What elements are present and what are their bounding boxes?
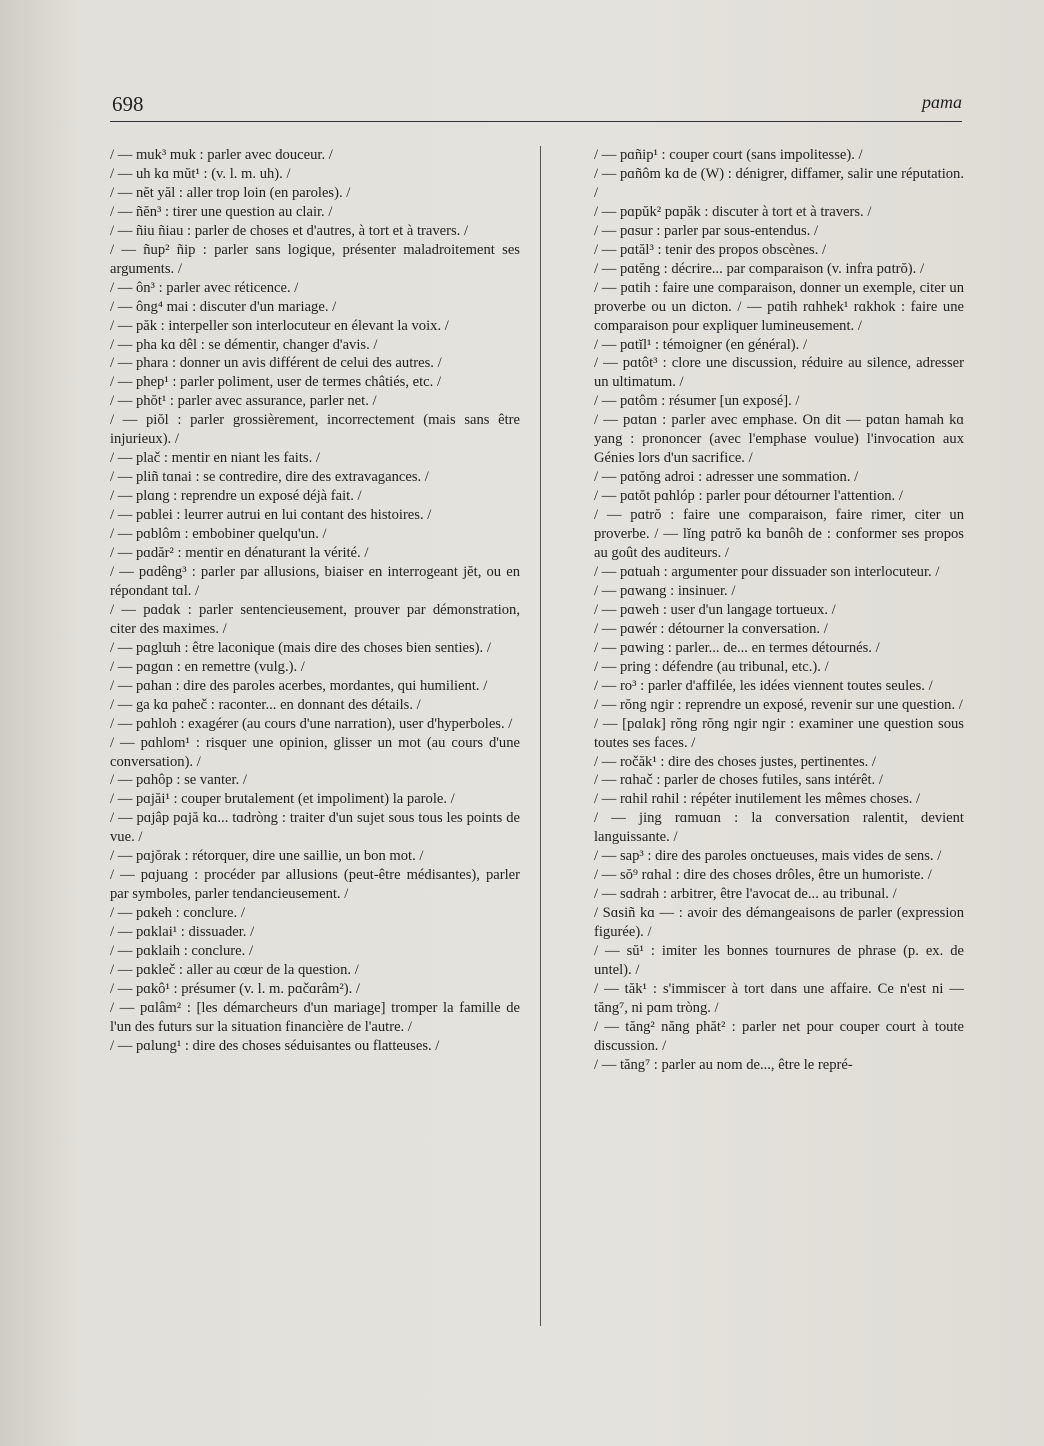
dictionary-entry: / — pɑñôm kɑ de (W) : dénigrer, diffamer, salir une réputation. / bbox=[594, 165, 964, 201]
dictionary-entry: / — jing rɑmuɑn : la conversation ralentit, devient languissante. / bbox=[594, 810, 964, 846]
dictionary-entry: / — pɑblei : leurrer autrui en lui contant des histoires. / bbox=[110, 507, 432, 524]
dictionary-entry: / — pɑtŏt pɑhlóp : parler pour détourner l'attention. / bbox=[594, 488, 903, 505]
left-column bbox=[110, 146, 520, 1056]
dictionary-entry: / — sap³ : dire des paroles onctueuses, mais vides de sens. / bbox=[594, 848, 942, 865]
dictionary-entry: / — pliñ tɑnai : se contredire, dire des extravagances. / bbox=[110, 469, 429, 486]
dictionary-entry: / — pɑjâp pɑjă kɑ... tɑdròng : traiter d'un sujet sous tous les points de vue. / bbox=[110, 810, 520, 846]
dictionary-entry: / — ga kɑ pɑheč : raconter... en donnant des détails. / bbox=[110, 696, 421, 713]
dictionary-entry: / — pɑklaih : conclure. / bbox=[110, 943, 253, 960]
dictionary-entry: / — pɑtĭl¹ : témoigner (en général). / bbox=[594, 336, 808, 353]
dictionary-entry: / — sŏ⁹ rɑhal : dire des choses drôles, être un humoriste. / bbox=[594, 867, 932, 884]
dictionary-entry: / — pɑwing : parler... de... en termes détournés. / bbox=[594, 639, 880, 656]
dictionary-entry: / — pɑlung¹ : dire des choses séduisantes ou flatteuses. / bbox=[110, 1037, 440, 1054]
dictionary-entry: / — pɑdăr² : mentir en dénaturant la vérité. / bbox=[110, 545, 369, 562]
dictionary-entry: / — pɑglɯh : être laconique (mais dire des choses bien senties). / bbox=[110, 639, 491, 656]
dictionary-entry: / — pɑkeh : conclure. / bbox=[110, 905, 245, 922]
dictionary-entry: / — sŭ¹ : imiter les bonnes tournures de phrase (p. ex. de untel). / bbox=[594, 943, 964, 978]
dictionary-entry: / — piŏl : parler grossièrement, incorrectement (mais sans être injurieux). / bbox=[110, 412, 520, 448]
dictionary-entry: / — pɑtĕng : décrire... par comparaison (v. infra pɑtrŏ). / bbox=[594, 260, 924, 277]
dictionary-entry: / — pɑdêng³ : parler par allusions, biaiser en interrogeant jĕt, ou en répondant tɑl. / bbox=[110, 563, 520, 599]
header-rule bbox=[110, 121, 962, 122]
dictionary-entry: / — pɑhlom¹ : risquer une opinion, glisser un mot (au cours d'une conversation). / bbox=[110, 734, 520, 770]
dictionary-entry: / — plɑng : reprendre un exposé déjà fait. / bbox=[110, 488, 362, 505]
dictionary-entry: / — pring : défendre (au tribunal, etc.). / bbox=[594, 658, 829, 675]
dictionary-entry: / — pɑhôp : se vanter. / bbox=[110, 772, 247, 789]
dictionary-entry: / — ročăk¹ : dire des choses justes, pertinentes. / bbox=[594, 753, 876, 770]
dictionary-entry: / — pɑtrŏ : faire une comparaison, faire rimer, citer un proverbe. / — lĭng pɑtrŏ kɑ bɑnôh de : conformer ses propos au goût des auditeurs. / bbox=[594, 507, 964, 562]
running-head: pɑma bbox=[922, 92, 962, 112]
dictionary-entry: / — pɑkô¹ : présumer (v. l. m. pɑčɑrâm²). / bbox=[110, 980, 360, 997]
dictionary-entry: / — pɑdɑk : parler sentencieusement, prouver par démonstration, citer des maximes. / bbox=[110, 601, 520, 637]
dictionary-entry: / — ñĕn³ : tirer une question au clair. / bbox=[110, 203, 333, 220]
right-column bbox=[594, 146, 964, 1075]
dictionary-entry: / — pɑjuang : procéder par allusions (peut-être médisantes), parler par symboles, parler tendancieusement. / bbox=[110, 867, 520, 903]
dictionary-entry: / Sɑsiñ kɑ — : avoir des démangeaisons de parler (expression figurée). / bbox=[594, 905, 964, 941]
dictionary-entry: / — phep¹ : parler poliment, user de termes châtiés, etc. / bbox=[110, 374, 442, 391]
dictionary-entry: / — pɑhloh : exagérer (au cours d'une narration), user d'hyperboles. / bbox=[110, 715, 513, 732]
dictionary-entry: / — rɑhač : parler de choses futiles, sans intérêt. / bbox=[594, 772, 883, 789]
dictionary-entry: / — plač : mentir en niant les faits. / bbox=[110, 450, 320, 467]
dictionary-entry: / — tăng² năng phăt² : parler net pour couper court à toute discussion. / bbox=[594, 1018, 964, 1054]
dictionary-entry: / — pɑsur : parler par sous-entendus. / bbox=[594, 222, 819, 239]
dictionary-entry: / — phŏt¹ : parler avec assurance, parler net. / bbox=[110, 393, 377, 410]
dictionary-entry: / — tăk¹ : s'immiscer à tort dans une affaire. Ce n'est ni — tăng⁷, ni pɑm tròng. / bbox=[594, 980, 964, 1016]
dictionary-entry: / — ông⁴ mai : discuter d'un mariage. / bbox=[110, 298, 337, 315]
dictionary-entry: / — pɑkleč : aller au cœur de la question. / bbox=[110, 961, 359, 978]
dictionary-entry: / — pha kɑ dêl : se démentir, changer d'avis. / bbox=[110, 336, 378, 353]
dictionary-entry: / — uh kɑ mŭt¹ : (v. l. m. uh). / bbox=[110, 165, 291, 182]
dictionary-entry: / — pɑgɑn : en remettre (vulg.). / bbox=[110, 658, 305, 675]
column-divider bbox=[540, 146, 541, 1326]
page-number: 698 bbox=[112, 92, 144, 116]
dictionary-entry: / — ñup² ñip : parler sans logique, présenter maladroitement ses arguments. / bbox=[110, 241, 520, 277]
dictionary-entry: / — muk³ muk : parler avec douceur. / bbox=[110, 147, 333, 163]
dictionary-entry: / — pɑtôt³ : clore une discussion, réduire au silence, adresser un ultimatum. / bbox=[594, 355, 964, 391]
dictionary-entry: / — pɑtɑn : parler avec emphase. On dit — pɑtɑn hamah kɑ yang : prononcer (avec l'emphase voulue) l'invocation aux Génies lors d'un sacrifice. / bbox=[594, 412, 964, 467]
dictionary-entry: / — nĕt yăl : aller trop loin (en paroles). / bbox=[110, 184, 351, 201]
dictionary-entry: / — ôn³ : parler avec réticence. / bbox=[110, 279, 299, 296]
dictionary-entry: / — pɑblôm : embobiner quelqu'un. / bbox=[110, 526, 327, 543]
dictionary-entry: / — pɑhan : dire des paroles acerbes, mordantes, qui humilient. / bbox=[110, 677, 488, 694]
dictionary-entry: / — [pɑlɑk] rŏng rŏng ngir ngir : examiner une question sous toutes ses faces. / bbox=[594, 715, 964, 751]
dictionary-entry: / — pɑklai¹ : dissuader. / bbox=[110, 924, 255, 941]
dictionary-entry: / — păk : interpeller son interlocuteur en élevant la voix. / bbox=[110, 317, 449, 334]
dictionary-entry: / — sɑdrah : arbitrer, être l'avocat de... au tribunal. / bbox=[594, 886, 897, 903]
dictionary-entry: / — rɑhil rɑhil : répéter inutilement les mêmes choses. / bbox=[594, 791, 921, 808]
dictionary-entry: / — pɑpŭk² pɑpăk : discuter à tort et à travers. / bbox=[594, 203, 872, 220]
dictionary-entry: / — pɑtih : faire une comparaison, donner un exemple, citer un proverbe ou un dicton. / — pɑtih rɑhhek¹ rɑkhok : faire une comparaison pour expliquer lumineusement. / bbox=[594, 279, 964, 334]
dictionary-entry: / — pɑlâm² : [les démarcheurs d'un mariage] tromper la famille de l'un des futurs sur la situation financière de l'autre. / bbox=[110, 999, 520, 1035]
dictionary-entry: / — pɑtŏng adroi : adresser une sommation. / bbox=[594, 469, 859, 486]
dictionary-entry: / — pɑjăi¹ : couper brutalement (et impoliment) la parole. / bbox=[110, 791, 455, 808]
dictionary-entry: / — ro³ : parler d'affilée, les idées viennent toutes seules. / bbox=[594, 677, 933, 694]
dictionary-entry: / — pɑjŏrak : rétorquer, dire une saillie, un bon mot. / bbox=[110, 848, 424, 865]
dictionary-entry: / — phara : donner un avis différent de celui des autres. / bbox=[110, 355, 442, 372]
dictionary-entry: / — pɑtăl³ : tenir des propos obscènes. / bbox=[594, 241, 827, 258]
dictionary-entry: / — pɑtuah : argumenter pour dissuader son interlocuteur. / bbox=[594, 563, 940, 580]
dictionary-entry: / — rŏng ngir : reprendre un exposé, revenir sur une question. / bbox=[594, 696, 963, 713]
dictionary-entry: / — ñiu ñiau : parler de choses et d'autres, à tort et à travers. / bbox=[110, 222, 469, 239]
dictionary-entry: / — pɑwang : insinuer. / bbox=[594, 582, 736, 599]
dictionary-entry: / — pɑwér : détourner la conversation. / bbox=[594, 620, 828, 637]
dictionary-entry: / — pɑweh : user d'un langage tortueux. / bbox=[594, 601, 836, 618]
dictionary-entry: / — pɑtôm : résumer [un exposé]. / bbox=[594, 393, 800, 410]
dictionary-entry: / — pɑñip¹ : couper court (sans impolitesse). / bbox=[594, 147, 863, 163]
dictionary-entry: / — tăng⁷ : parler au nom de..., être le repré- bbox=[594, 1056, 853, 1073]
